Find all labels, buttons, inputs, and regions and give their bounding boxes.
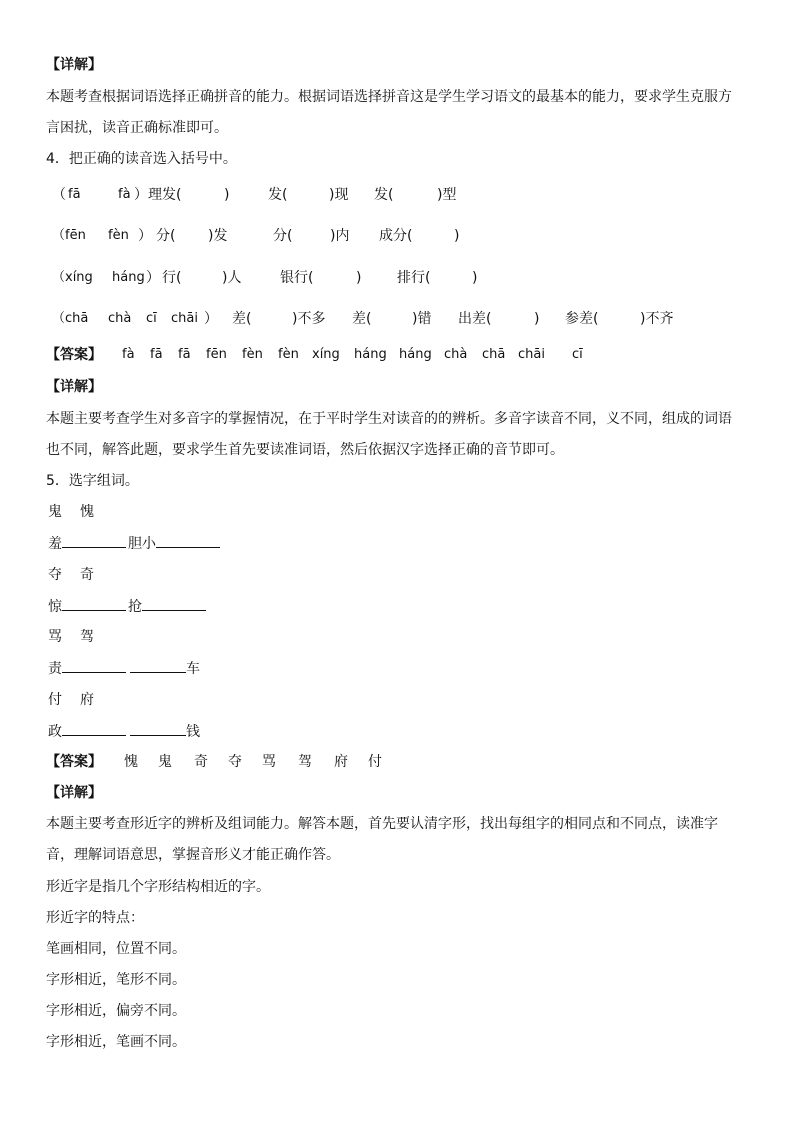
answer-value: 奇 <box>194 754 208 770</box>
char-option: 愧 <box>80 504 94 520</box>
word-prefix: 责 <box>48 661 62 677</box>
question-5-title: 5．选字组词。 <box>46 473 139 489</box>
answer-row <box>46 752 546 772</box>
word-blank: )现 <box>329 187 349 203</box>
answer-value: háng <box>399 347 432 362</box>
char-option: 付 <box>48 692 62 708</box>
word-blank: 发( <box>268 187 288 203</box>
word-blank: 差( <box>232 311 252 327</box>
pinyin-row <box>46 226 746 246</box>
fill-row <box>46 533 346 553</box>
detail-paragraph-line: 本题主要考查学生对多音字的掌握情况，在于平时学生对读音的的辨析。多音字读音不同，义不同，组成的词语 <box>46 411 732 427</box>
word-blank: 分( <box>273 228 293 244</box>
word-blank: )发 <box>208 228 228 244</box>
word-blank: ) <box>356 270 362 286</box>
char-option: 驾 <box>80 629 94 645</box>
answer-value: cī <box>572 347 583 362</box>
answer-value: 付 <box>368 754 382 770</box>
char-option: 骂 <box>48 629 62 645</box>
word-blank: ) <box>534 311 540 327</box>
pinyin-option: （xíng <box>52 270 93 285</box>
pinyin-option: （chā <box>52 311 89 326</box>
char-option: 夺 <box>48 567 62 583</box>
word-blank: )不齐 <box>640 311 674 327</box>
char-pair <box>46 502 246 522</box>
detail-heading: 【详解】 <box>46 57 102 73</box>
pinyin-row <box>46 309 746 329</box>
answer-value: 夺 <box>228 754 242 770</box>
detail-paragraph-line: 音，理解词语意思，掌握音形义才能正确作答。 <box>46 847 340 863</box>
pinyin-option: fā <box>68 187 81 202</box>
question-4-title: 4．把正确的读音选入括号中。 <box>46 151 237 167</box>
feature-item: 笔画相同，位置不同。 <box>46 941 186 957</box>
word-blank: )人 <box>222 270 242 286</box>
pinyin-option: cī <box>146 311 157 326</box>
blank-line <box>62 658 126 673</box>
blank-line <box>156 533 220 548</box>
char-pair <box>46 627 246 647</box>
word-prefix: 抢 <box>128 599 142 615</box>
word-blank: )型 <box>437 187 457 203</box>
detail-heading: 【详解】 <box>46 785 102 801</box>
detail-paragraph-line: 本题主要考查形近字的辨析及组词能力。解答本题，首先要认清字形，找出每组字的相同点和不同点，读准字 <box>46 816 718 832</box>
fill-blank-item <box>48 596 126 617</box>
fill-blank-item <box>128 596 206 617</box>
answer-value: 驾 <box>298 754 312 770</box>
answer-value: 骂 <box>262 754 276 770</box>
word-blank: 出差( <box>458 311 492 327</box>
word-blank: ) <box>224 187 230 203</box>
pinyin-option: （fēn <box>52 228 86 243</box>
features-title: 形近字的特点： <box>46 910 144 926</box>
detail-heading: 【详解】 <box>46 379 102 395</box>
fill-row <box>46 596 346 616</box>
detail-paragraph-line: 本题考查根据词语选择正确拼音的能力。根据词语选择拼音这是学生学习语文的最基本的能力，要求学生克服方 <box>46 89 732 105</box>
word-blank: )内 <box>330 228 350 244</box>
blank-line <box>62 721 126 736</box>
pinyin-option: ） <box>134 187 148 203</box>
char-option: 奇 <box>80 567 94 583</box>
word-blank: 排行( <box>397 270 431 286</box>
word-blank: 差( <box>352 311 372 327</box>
answer-value: fèn <box>278 347 299 362</box>
word-blank: 发( <box>374 187 394 203</box>
word-blank: 参差( <box>565 311 599 327</box>
pinyin-option: fà <box>118 187 131 202</box>
word-blank: ) <box>454 228 460 244</box>
word-blank: 分( <box>156 228 176 244</box>
answer-value: 愧 <box>124 754 138 770</box>
pinyin-option: fèn <box>108 228 129 243</box>
word-blank: 行( <box>162 270 182 286</box>
detail-paragraph-line: 也不同，解答此题，要求学生首先要读准词语，然后依据汉字选择正确的音节即可。 <box>46 442 564 458</box>
answer-value: chā <box>482 347 506 362</box>
detail-paragraph-line: 言困扰，读音正确标准即可。 <box>46 120 228 136</box>
word-blank: )错 <box>412 311 432 327</box>
answer-value: chà <box>444 347 468 362</box>
fill-blank-item <box>128 533 220 554</box>
blank-line <box>130 721 186 736</box>
pinyin-row <box>46 185 746 205</box>
answer-value: 鬼 <box>158 754 172 770</box>
char-pair <box>46 565 246 585</box>
char-option: 府 <box>80 692 94 708</box>
fill-blank-item <box>48 658 126 679</box>
word-blank: ) <box>472 270 478 286</box>
answer-value: chāi <box>518 347 545 362</box>
pinyin-row <box>46 268 746 288</box>
word-prefix: 政 <box>48 724 62 740</box>
answer-value: fēn <box>206 347 227 362</box>
blank-line <box>142 596 206 611</box>
answer-row <box>46 345 746 365</box>
answer-label: 【答案】 <box>46 347 102 363</box>
blank-line <box>62 533 126 548</box>
word-suffix: 钱 <box>186 724 200 740</box>
word-prefix: 惊 <box>48 599 62 615</box>
answer-value: fā <box>178 347 191 362</box>
feature-item: 字形相近，偏旁不同。 <box>46 1003 186 1019</box>
pinyin-option: （ <box>52 187 66 203</box>
pinyin-option: ） <box>204 311 218 327</box>
answer-value: háng <box>354 347 387 362</box>
answer-value: fā <box>150 347 163 362</box>
pinyin-option: háng <box>112 270 145 285</box>
word-blank: 理发( <box>148 187 182 203</box>
char-option: 鬼 <box>48 504 62 520</box>
feature-item: 字形相近，笔形不同。 <box>46 972 186 988</box>
word-suffix: 车 <box>186 661 200 677</box>
fill-blank-item <box>130 658 200 679</box>
word-prefix: 胆小 <box>128 536 156 552</box>
pinyin-option: ） <box>146 270 160 286</box>
pinyin-option: chà <box>108 311 132 326</box>
word-blank: 银行( <box>280 270 314 286</box>
blank-line <box>62 596 126 611</box>
pinyin-option: ） <box>138 228 152 244</box>
fill-row <box>46 721 346 741</box>
answer-value: xíng <box>312 347 340 362</box>
definition-text: 形近字是指几个字形结构相近的字。 <box>46 879 270 895</box>
word-blank: 成分( <box>379 228 413 244</box>
pinyin-option: chāi <box>171 311 198 326</box>
fill-blank-item <box>48 721 126 742</box>
answer-value: fèn <box>242 347 263 362</box>
char-pair <box>46 690 246 710</box>
word-blank: )不多 <box>292 311 326 327</box>
fill-blank-item <box>48 533 126 554</box>
answer-value: 府 <box>334 754 348 770</box>
fill-row <box>46 658 346 678</box>
word-prefix: 羞 <box>48 536 62 552</box>
blank-line <box>130 658 186 673</box>
feature-item: 字形相近，笔画不同。 <box>46 1034 186 1050</box>
answer-value: fà <box>122 347 135 362</box>
answer-label: 【答案】 <box>46 754 102 770</box>
fill-blank-item <box>130 721 200 742</box>
